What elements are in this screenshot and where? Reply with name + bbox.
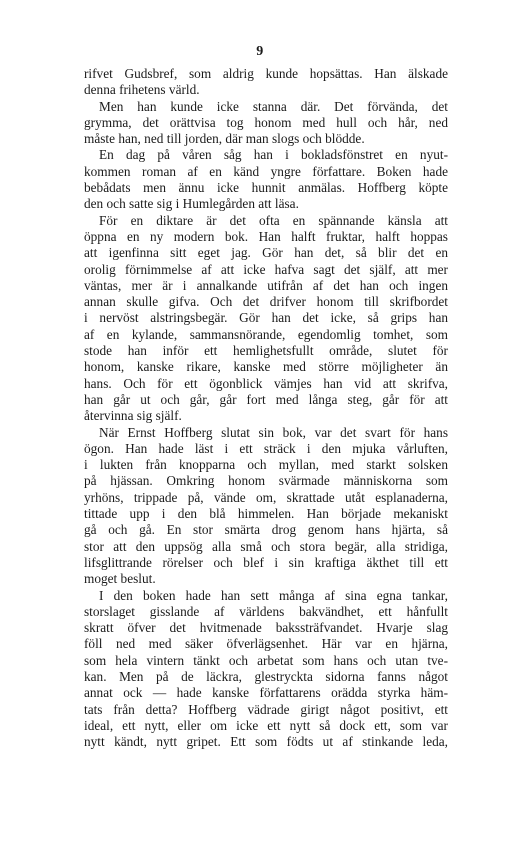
text-line: annan skulle gifva. Och det drifver honom till skrifbordet: [84, 294, 448, 310]
text-line: stode han inför ett hemlighetsfullt område, slutet för: [84, 343, 448, 359]
text-line: i lukten från knopparna och myllan, med starkt solsken: [84, 457, 448, 473]
text-line: tats från detta? Hoffberg vädrade girigt något positivt, ett: [84, 701, 448, 717]
text-line: ideal, ett nytt, eller om icke ett nytt så dock ett, som var: [84, 717, 448, 733]
text-line: återvinna sig själf.: [84, 408, 182, 424]
text-line: denna frihetens värld.: [84, 82, 200, 98]
text-line: han går ut och går, går fort med långa steg, går för att: [84, 391, 448, 407]
text-line: En dag på våren såg han i bokladsfönstret en nyut-: [99, 147, 448, 163]
text-line: ögon. Han hade läst i ett sträck i den mjuka vårluften,: [84, 440, 448, 456]
text-line: lifsglittrande rörelser och blef i sin kraftiga äkthet till ett: [84, 554, 448, 570]
text-line: I den boken hade han sett många af sina egna tankar,: [99, 587, 448, 603]
text-line: För en diktare är det ofta en spännande känsla att: [99, 212, 448, 228]
text-line: på hjässan. Omkring honom svärmade människorna som: [84, 473, 448, 489]
text-line: tittade upp i den blå himmelen. Han började mekaniskt: [84, 506, 448, 522]
text-line: bebådats men ännu icke hunnit anmälas. Hoffberg köpte: [84, 180, 448, 196]
text-line: väntas, mer är i annalkande utifrån af det han och ingen: [84, 277, 448, 293]
text-line: moget beslut.: [84, 571, 156, 587]
text-line: storslaget gisslande af världens bakvändhet, ett hånfullt: [84, 603, 448, 619]
text-line: gå och gå. En stor smärta drog genom hans hjärta, så: [84, 522, 448, 538]
text-line: måste han, ned till jorden, där man slogs och blödde.: [84, 131, 365, 147]
text-line: i nervöst alstringsbegär. Gör han det icke, så grips han: [84, 310, 448, 326]
page-number: 9: [256, 44, 264, 59]
text-line: skratt öfver det hvitmenade bakssträfvandet. Hvarje slag: [84, 620, 448, 636]
text-line: yrhöns, trippade på, vände om, skrattade utåt esplanaderna,: [84, 489, 448, 505]
text-line: annat ock — hade kanske författarens orädda styrka häm-: [84, 685, 448, 701]
text-line: rifvet Gudsbref, som aldrig kunde hopsättas. Han älskade: [84, 66, 448, 81]
text-line: Men han kunde icke stanna där. Det förvända, det: [99, 98, 448, 114]
text-line: kommen roman af en känd yngre författare. Boken hade: [84, 163, 448, 179]
text-line: honom, kanske rikare, kanske med större möjligheter än: [84, 359, 448, 375]
text-line: hans. Och för ett ögonblick vämjes han vid att skrifva,: [84, 375, 448, 391]
text-line: nytt kändt, nytt gripet. Ett som födts ut af stinkande leda,: [84, 734, 448, 750]
text-line: som hela vintern tänkt och arbetat som hans och utan tve-: [84, 652, 448, 668]
body-text: [84, 66, 448, 750]
text-line: den och satte sig i Humlegården att läsa.: [84, 196, 299, 212]
text-line: föll ned med säker öfverlägsenhet. Här var en hjärna,: [84, 636, 448, 652]
text-line: stor att den uppsög alla små och stora begär, alla stridiga,: [84, 538, 448, 554]
text-line: grymma, det orättvisa tog honom med hull och hår, ned: [84, 114, 448, 130]
text-line: att igenfinna sitt eget jag. Gör han det, så blir det en: [84, 245, 448, 261]
text-line: När Ernst Hoffberg slutat sin bok, var det svart för hans: [99, 424, 448, 440]
text-line: orolig förnimmelse af att icke hafva sagt det själf, att mer: [84, 261, 448, 277]
text-line: kan. Men på de läckra, glestryckta sidorna fanns något: [84, 668, 448, 684]
text-line: af en kylande, sammansnörande, egendomlig tomhet, som: [84, 326, 448, 342]
text-line: öppna en ny modern bok. Han halft fruktar, halft hoppas: [84, 228, 448, 244]
